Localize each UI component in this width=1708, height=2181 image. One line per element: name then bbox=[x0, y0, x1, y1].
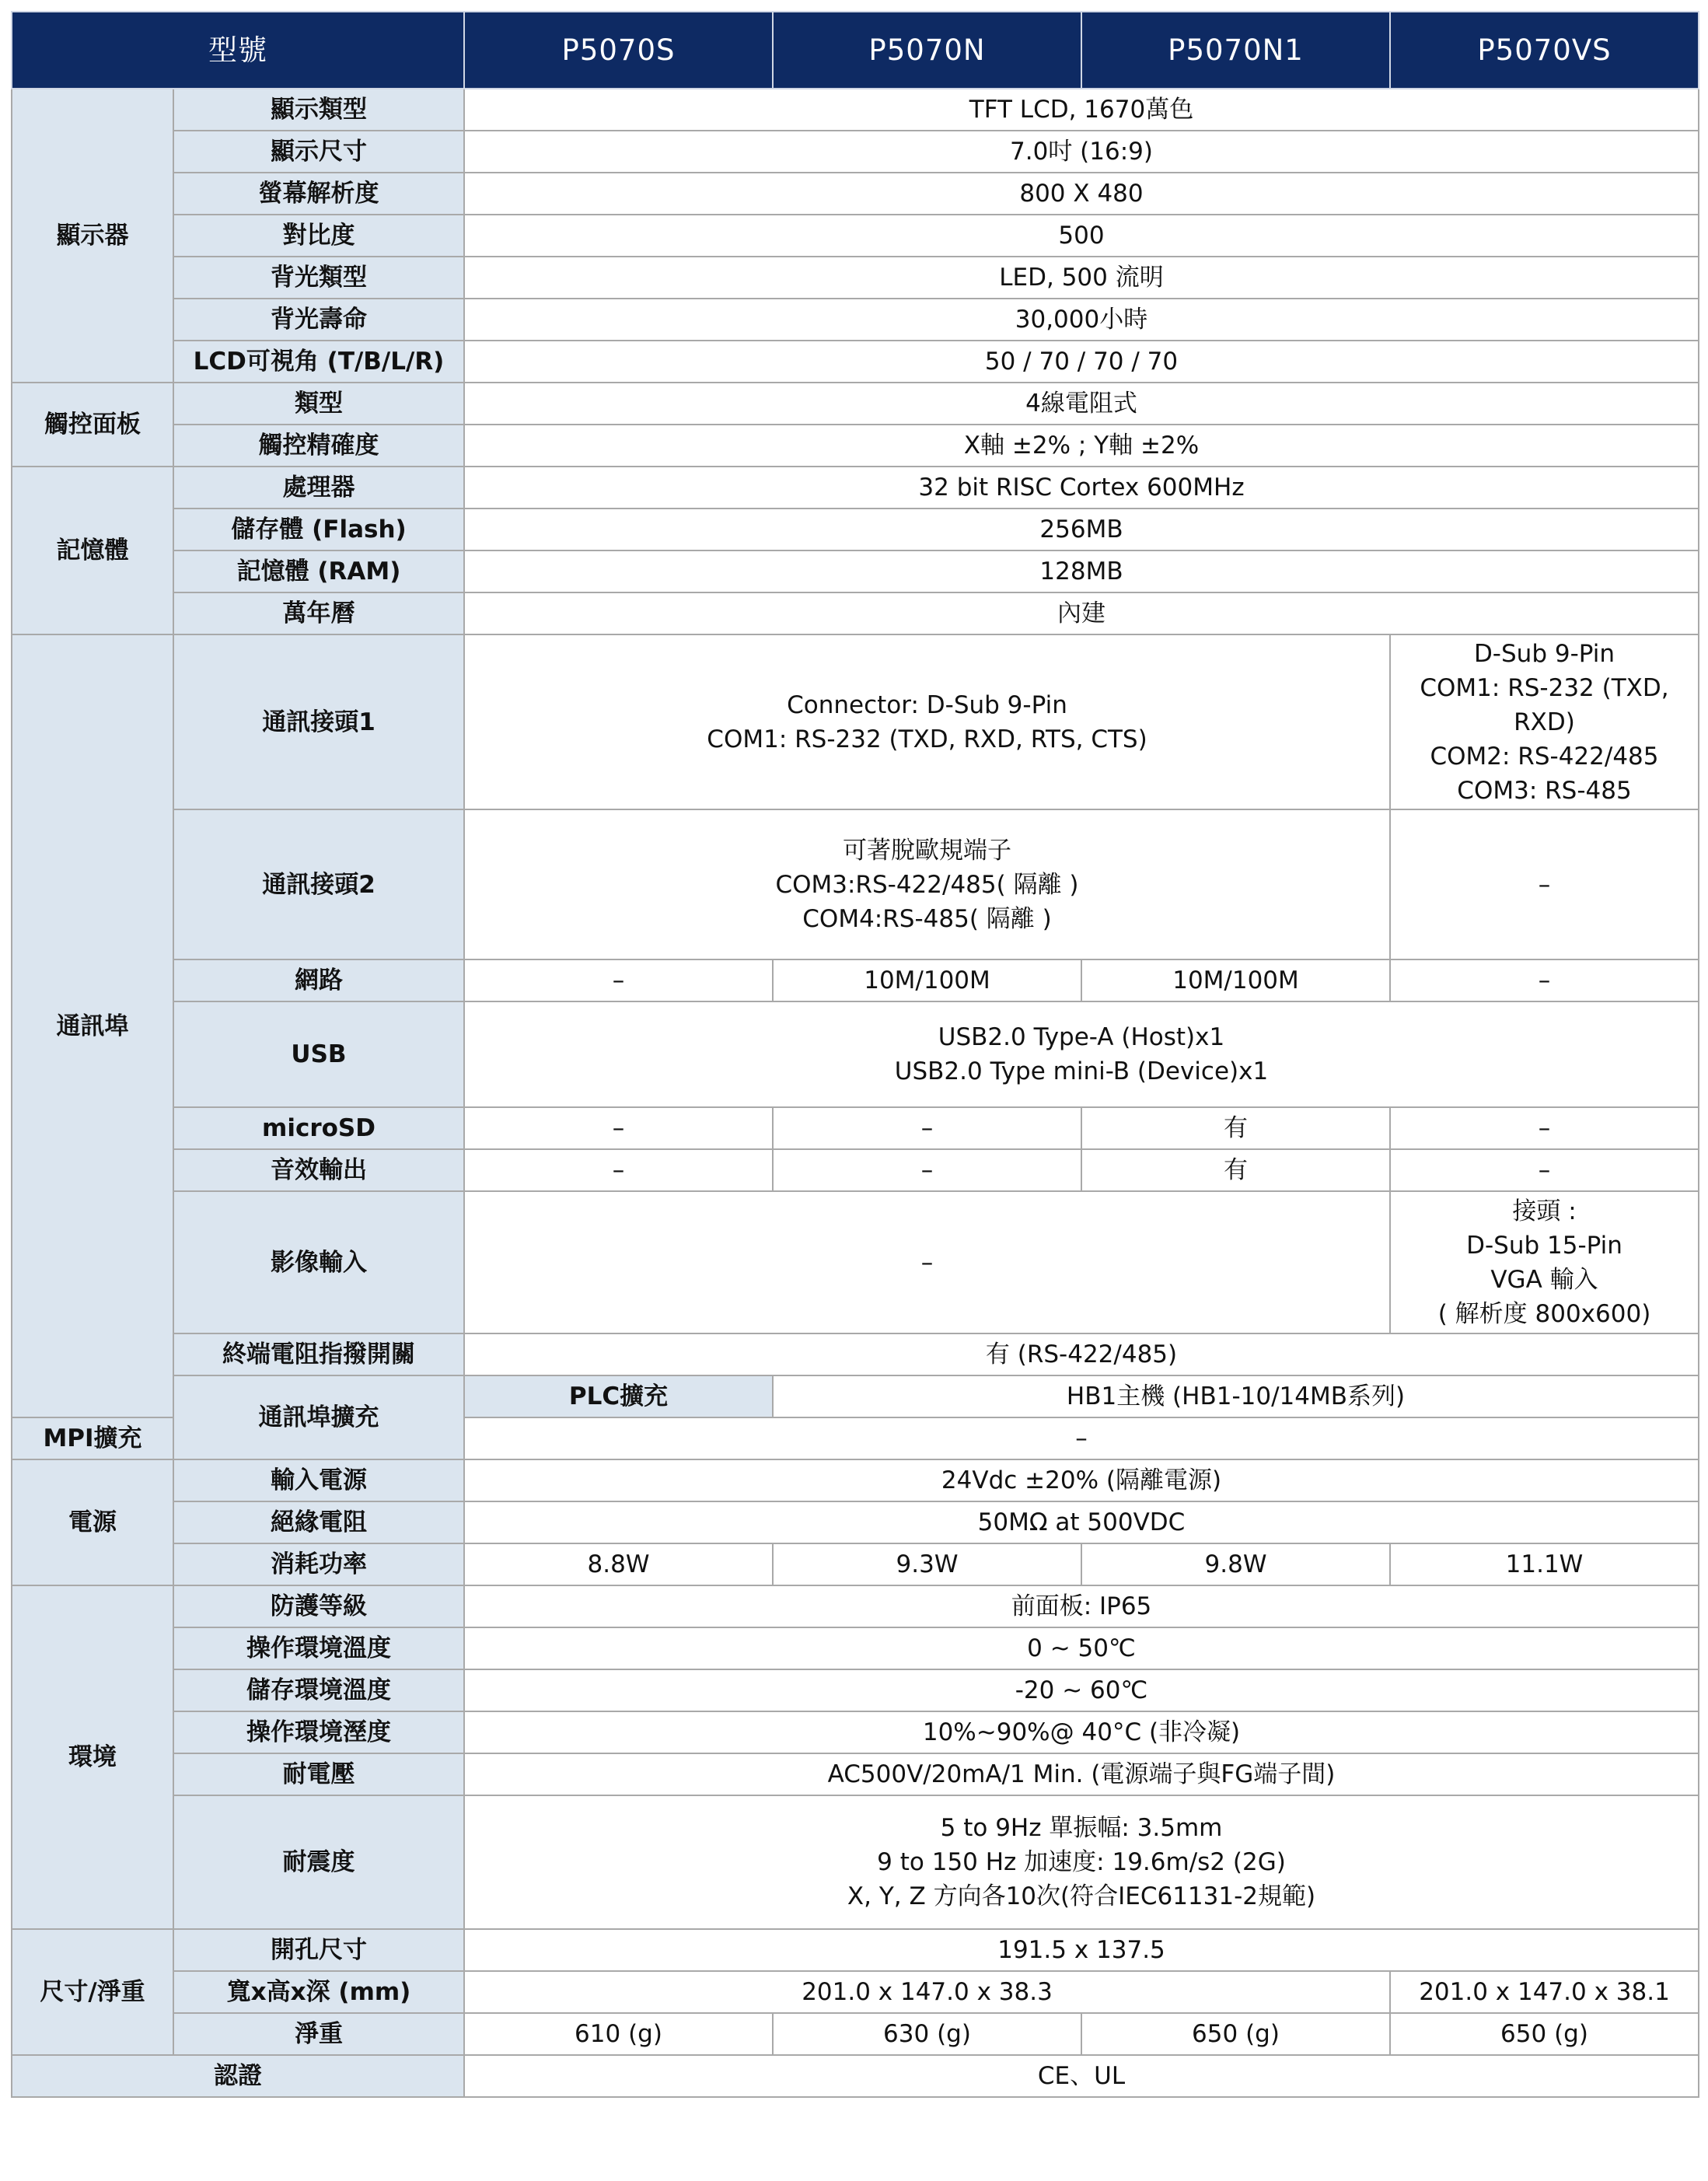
spec-value: 內建 bbox=[464, 592, 1699, 634]
spec-label: MPI擴充 bbox=[12, 1417, 173, 1459]
spec-value-vs: 接頭 : D-Sub 15-Pin VGA 輸入 ( 解析度 800x600) bbox=[1390, 1191, 1699, 1333]
table-row bbox=[12, 509, 1699, 550]
spec-value: 有 (RS-422/485) bbox=[464, 1333, 1699, 1375]
spec-label: 操作環境溼度 bbox=[173, 1711, 464, 1753]
spec-value: 50 / 70 / 70 / 70 bbox=[464, 341, 1699, 383]
spec-value: 5 to 9Hz 單振幅: 3.5mm 9 to 150 Hz 加速度: 19.6m/s2 (2G) X, Y, Z 方向各10次(符合IEC61131-2規範) bbox=[464, 1795, 1699, 1929]
spec-value-vs: – bbox=[1390, 809, 1699, 959]
spec-sheet bbox=[11, 11, 1698, 2098]
spec-label: 音效輸出 bbox=[173, 1149, 464, 1191]
table-row bbox=[12, 1107, 1699, 1149]
model-header-label: 型號 bbox=[12, 12, 464, 89]
spec-value: 10%~90%@ 40°C (非冷凝) bbox=[464, 1711, 1699, 1753]
spec-value: Connector: D-Sub 9-Pin COM1: RS-232 (TXD, RXD, RTS, CTS) bbox=[464, 634, 1390, 809]
spec-value: 9.3W bbox=[773, 1543, 1081, 1585]
table-row bbox=[12, 1627, 1699, 1669]
table-row bbox=[12, 1375, 1699, 1417]
spec-value: 7.0吋 (16:9) bbox=[464, 131, 1699, 173]
table-row bbox=[12, 341, 1699, 383]
table-row bbox=[12, 1459, 1699, 1501]
spec-value: USB2.0 Type-A (Host)x1 USB2.0 Type mini-B (Device)x1 bbox=[464, 1001, 1699, 1107]
table-row bbox=[12, 173, 1699, 215]
spec-label: PLC擴充 bbox=[464, 1375, 773, 1417]
spec-value: – bbox=[464, 1107, 773, 1149]
table-row bbox=[12, 215, 1699, 257]
spec-value: 650 (g) bbox=[1390, 2013, 1699, 2055]
table-row bbox=[12, 257, 1699, 299]
spec-value-vs: D-Sub 9-Pin COM1: RS-232 (TXD, RXD) COM2: RS-422/485 COM3: RS-485 bbox=[1390, 634, 1699, 809]
spec-value: 24Vdc ±20% (隔離電源) bbox=[464, 1459, 1699, 1501]
table-row bbox=[12, 1711, 1699, 1753]
table-row bbox=[12, 425, 1699, 467]
spec-value: 可著脫歐規端子 COM3:RS-422/485( 隔離 ) COM4:RS-485( 隔離 ) bbox=[464, 809, 1390, 959]
model-header-p5070vs: P5070VS bbox=[1390, 12, 1699, 89]
spec-label: 萬年曆 bbox=[173, 592, 464, 634]
spec-value: CE、UL bbox=[464, 2055, 1699, 2097]
spec-value: AC500V/20mA/1 Min. (電源端子與FG端子間) bbox=[464, 1753, 1699, 1795]
spec-value: 650 (g) bbox=[1081, 2013, 1390, 2055]
spec-value: 800 X 480 bbox=[464, 173, 1699, 215]
table-row bbox=[12, 1753, 1699, 1795]
table-row bbox=[12, 1333, 1699, 1375]
spec-label: 開孔尺寸 bbox=[173, 1929, 464, 1971]
spec-label: 處理器 bbox=[173, 467, 464, 509]
spec-value: 50MΩ at 500VDC bbox=[464, 1501, 1699, 1543]
spec-value: – bbox=[1390, 1149, 1699, 1191]
table-row bbox=[12, 550, 1699, 592]
table-row bbox=[12, 1149, 1699, 1191]
spec-value: LED, 500 流明 bbox=[464, 257, 1699, 299]
spec-value: HB1主機 (HB1-10/14MB系列) bbox=[773, 1375, 1699, 1417]
spec-label: 終端電阻指撥開關 bbox=[173, 1333, 464, 1375]
spec-value: TFT LCD, 1670萬色 bbox=[464, 89, 1699, 131]
table-row bbox=[12, 467, 1699, 509]
spec-label: 輸入電源 bbox=[173, 1459, 464, 1501]
spec-value-vs: 201.0 x 147.0 x 38.1 bbox=[1390, 1971, 1699, 2013]
table-row bbox=[12, 1501, 1699, 1543]
spec-value: 有 bbox=[1081, 1149, 1390, 1191]
category-expansion: 通訊埠擴充 bbox=[173, 1375, 464, 1459]
category-display: 顯示器 bbox=[12, 89, 173, 383]
table-row bbox=[12, 131, 1699, 173]
header-row bbox=[12, 12, 1699, 89]
spec-value: 128MB bbox=[464, 550, 1699, 592]
spec-label: 顯示類型 bbox=[173, 89, 464, 131]
category-touch: 觸控面板 bbox=[12, 383, 173, 467]
spec-value: – bbox=[1390, 1107, 1699, 1149]
spec-label: 淨重 bbox=[173, 2013, 464, 2055]
spec-value: 10M/100M bbox=[1081, 959, 1390, 1001]
spec-value: – bbox=[773, 1149, 1081, 1191]
table-row bbox=[12, 1585, 1699, 1627]
spec-value: – bbox=[464, 1191, 1390, 1333]
category-memory: 記憶體 bbox=[12, 467, 173, 634]
category-environment: 環境 bbox=[12, 1585, 173, 1929]
table-row bbox=[12, 1191, 1699, 1333]
spec-value: 500 bbox=[464, 215, 1699, 257]
spec-label: 儲存環境溫度 bbox=[173, 1669, 464, 1711]
spec-label: 觸控精確度 bbox=[173, 425, 464, 467]
spec-label: 儲存體 (Flash) bbox=[173, 509, 464, 550]
spec-value: 11.1W bbox=[1390, 1543, 1699, 1585]
spec-value: X軸 ±2% ; Y軸 ±2% bbox=[464, 425, 1699, 467]
spec-label: USB bbox=[173, 1001, 464, 1107]
spec-label: 通訊接頭1 bbox=[173, 634, 464, 809]
spec-value: 201.0 x 147.0 x 38.3 bbox=[464, 1971, 1390, 2013]
spec-label: 防護等級 bbox=[173, 1585, 464, 1627]
table-row bbox=[12, 1669, 1699, 1711]
spec-label: microSD bbox=[173, 1107, 464, 1149]
spec-value: 191.5 x 137.5 bbox=[464, 1929, 1699, 1971]
spec-value: 30,000小時 bbox=[464, 299, 1699, 341]
spec-label: 耐震度 bbox=[173, 1795, 464, 1929]
spec-label: 記憶體 (RAM) bbox=[173, 550, 464, 592]
spec-value: – bbox=[464, 959, 773, 1001]
spec-label: 消耗功率 bbox=[173, 1543, 464, 1585]
table-row bbox=[12, 1929, 1699, 1971]
spec-value: 610 (g) bbox=[464, 2013, 773, 2055]
spec-label: LCD可視角 (T/B/L/R) bbox=[173, 341, 464, 383]
model-header-p5070s: P5070S bbox=[464, 12, 773, 89]
spec-label: 螢幕解析度 bbox=[173, 173, 464, 215]
spec-label: 背光壽命 bbox=[173, 299, 464, 341]
spec-value: 9.8W bbox=[1081, 1543, 1390, 1585]
spec-value: -20 ~ 60℃ bbox=[464, 1669, 1699, 1711]
spec-value: 256MB bbox=[464, 509, 1699, 550]
category-dimensions: 尺寸/淨重 bbox=[12, 1929, 173, 2055]
spec-value: 32 bit RISC Cortex 600MHz bbox=[464, 467, 1699, 509]
spec-label: 對比度 bbox=[173, 215, 464, 257]
table-row bbox=[12, 634, 1699, 809]
spec-value: – bbox=[773, 1107, 1081, 1149]
table-row bbox=[12, 89, 1699, 131]
spec-label: 通訊接頭2 bbox=[173, 809, 464, 959]
spec-label: 絕緣電阻 bbox=[173, 1501, 464, 1543]
spec-value: 0 ~ 50℃ bbox=[464, 1627, 1699, 1669]
table-row bbox=[12, 1543, 1699, 1585]
spec-value: 8.8W bbox=[464, 1543, 773, 1585]
spec-value: – bbox=[1390, 959, 1699, 1001]
table-row bbox=[12, 959, 1699, 1001]
model-header-p5070n1: P5070N1 bbox=[1081, 12, 1390, 89]
spec-label: 顯示尺寸 bbox=[173, 131, 464, 173]
spec-label: 網路 bbox=[173, 959, 464, 1001]
model-header-p5070n: P5070N bbox=[773, 12, 1081, 89]
spec-value: 有 bbox=[1081, 1107, 1390, 1149]
spec-value: – bbox=[464, 1417, 1699, 1459]
spec-value: 630 (g) bbox=[773, 2013, 1081, 2055]
spec-table bbox=[11, 11, 1699, 2098]
table-row bbox=[12, 299, 1699, 341]
table-row bbox=[12, 383, 1699, 425]
table-row bbox=[12, 592, 1699, 634]
spec-label: 操作環境溫度 bbox=[173, 1627, 464, 1669]
table-row bbox=[12, 1795, 1699, 1929]
table-row bbox=[12, 1971, 1699, 2013]
spec-value: 4線電阻式 bbox=[464, 383, 1699, 425]
spec-value: 前面板: IP65 bbox=[464, 1585, 1699, 1627]
spec-label: 類型 bbox=[173, 383, 464, 425]
spec-value: 10M/100M bbox=[773, 959, 1081, 1001]
table-row bbox=[12, 809, 1699, 959]
category-certification: 認證 bbox=[12, 2055, 464, 2097]
table-row bbox=[12, 1001, 1699, 1107]
category-comm: 通訊埠 bbox=[12, 634, 173, 1417]
spec-label: 背光類型 bbox=[173, 257, 464, 299]
spec-value: – bbox=[464, 1149, 773, 1191]
spec-label: 寬x高x深 (mm) bbox=[173, 1971, 464, 2013]
spec-label: 耐電壓 bbox=[173, 1753, 464, 1795]
table-row bbox=[12, 2055, 1699, 2097]
spec-label: 影像輸入 bbox=[173, 1191, 464, 1333]
table-row bbox=[12, 2013, 1699, 2055]
category-power: 電源 bbox=[12, 1459, 173, 1585]
